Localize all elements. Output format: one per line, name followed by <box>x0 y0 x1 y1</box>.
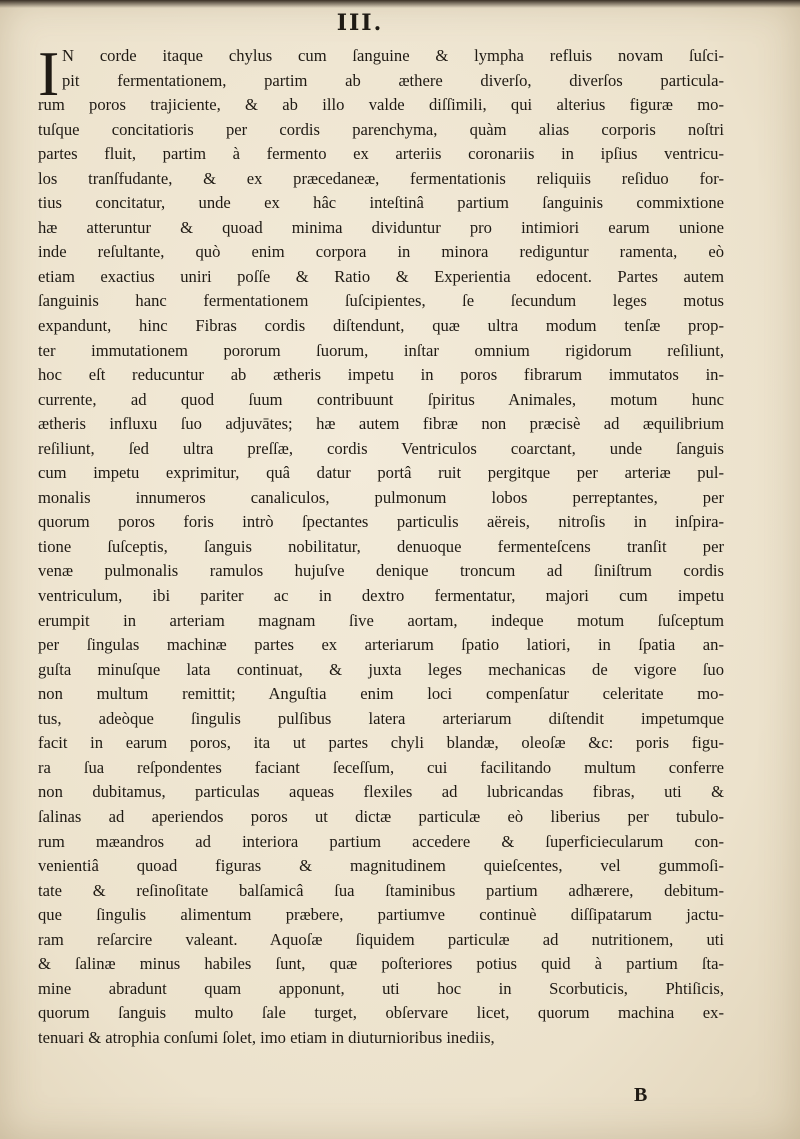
text-line: non multum remittit; Anguſtia enim loci compenſatur celeritate mo- <box>38 684 724 704</box>
text-line: monalis innumeros canaliculos, pulmonum lobos perreptantes, per <box>38 487 724 507</box>
text-line: mine abradunt quam apponunt, uti hoc in Scorbuticis, Phtiſicis, <box>38 978 724 998</box>
text-line: N corde itaque chylus cum ſanguine & lympha refluis novam ſuſci- <box>62 46 724 65</box>
text-line: per ſingulas machinæ partes ex arteriarum ſpatio latiori, in ſpatia an- <box>38 635 724 655</box>
text-line: venæ pulmonalis ramulos hujuſve denique troncum ad ſiniſtrum cordis <box>38 561 724 581</box>
drop-cap: I <box>38 38 60 109</box>
page-number: III. <box>336 10 384 36</box>
text-line: hæ atteruntur & quoad minima dividuntur pro intimiori earum unione <box>38 217 724 237</box>
text-line: que ſingulis alimentum præbere, partiumve continuè diſſipatarum jactu- <box>38 905 724 925</box>
body-text <box>38 38 724 1050</box>
text-line: rum mæandros ad interiora partium accedere & ſuperficiecularum con- <box>38 831 724 851</box>
text-line: ra ſua reſpondentes faciant ſeceſſum, cui facilitando multum conferre <box>38 757 724 777</box>
text-line: currente, ad quod ſuum contribuunt ſpiritus Animales, motum hunc <box>38 389 724 409</box>
text-line: ram reſarcire valeant. Aquoſæ ſiquidem particulæ ad nutritionem, uti <box>38 929 724 949</box>
text-line: expandunt, hinc Fibras cordis diſtendunt, quæ ultra modum tenſæ prop- <box>38 316 724 336</box>
signature-mark: B <box>634 1084 648 1106</box>
page-top-edge <box>0 0 800 8</box>
text-line: reſiliunt, ſed ultra preſſæ, cordis Ventriculos coarctant, unde ſanguis <box>38 438 724 458</box>
text-line: rum poros trajiciente, & ab illo valde diſſimili, qui alterius figuræ mo- <box>38 95 724 115</box>
text-line: non dubitamus, particulas aqueas flexiles ad lubricandas fibras, uti & <box>38 782 724 802</box>
text-line: ventriculum, ibi pariter ac in dextro fermentatur, majori cum impetu <box>38 586 724 606</box>
text-line: pit fermentationem, partim ab æthere diverſo, diverſos particula- <box>62 70 724 90</box>
text-line: venientiâ quoad figuras & magnitudinem quieſcentes, vel gummoſi- <box>38 856 724 876</box>
text-line: tenuari & atrophia conſumi ſolet, imo etiam in diuturnioribus inediis, <box>38 1027 495 1047</box>
text-line: tate & reſinoſitate balſamicâ ſua ſtaminibus partium adhærere, debitum- <box>38 880 724 900</box>
text-line: & ſalinæ minus habiles ſunt, quæ poſteriores potius quid à partium ſta- <box>38 954 724 974</box>
text-line: etiam exactius uniri poſſe & Ratio & Experientia edocent. Partes autem <box>38 266 724 286</box>
text-line: tus, adeòque ſingulis pulſibus latera arteriarum diſtendit impetumque <box>38 708 724 728</box>
text-line: facit in earum poros, ita ut partes chyli blandæ, oleoſæ &c: poris figu- <box>38 733 724 753</box>
text-line: los tranſfudante, & ex præcedaneæ, fermentationis reliquiis reſiduo for- <box>38 168 724 188</box>
text-line: ſalinas ad aperiendos poros ut dictæ particulæ eò liberius per tubulo- <box>38 806 724 826</box>
text-line: erumpit in arteriam magnam ſive aortam, indeque motum ſuſceptum <box>38 610 724 630</box>
text-line: quorum ſanguis multo ſale turget, obſervare licet, quorum machina ex- <box>38 1003 724 1023</box>
text-line: ætheris influxu ſuo adjuvātes; hæ autem fibræ non præcisè ad æquilibrium <box>38 414 724 434</box>
text-line: ter immutationem pororum ſuorum, inſtar omnium rigidorum reſiliunt, <box>38 340 724 360</box>
text-line: hoc eſt reducuntur ab ætheris impetu in poros fibrarum immutatos in- <box>38 365 724 385</box>
text-line: inde reſultante, quò enim corpora in minora rediguntur ramenta, eò <box>38 242 724 262</box>
text-line: partes fluit, partim à fermento ex arteriis coronariis in ipſius ventricu- <box>38 144 724 164</box>
text-line: quorum poros foris intrò ſpectantes particulis aëreis, nitroſis in inſpira- <box>38 512 724 532</box>
text-line: tius concitatur, unde ex hâc inteſtinâ partium ſanguinis commixtione <box>38 193 724 213</box>
text-line: ſanguinis hanc fermentationem ſuſcipientes, ſe ſecundum leges motus <box>38 291 724 311</box>
text-line: tione ſuſceptis, ſanguis nobilitatur, denuoque fermenteſcens tranſit per <box>38 536 724 556</box>
text-line: guſta minuſque lata continuat, & juxta leges mechanicas de vigore ſuo <box>38 659 724 679</box>
text-line: cum impetu exprimitur, quâ datur portâ ruit pergitque per arteriæ pul- <box>38 463 724 483</box>
text-line: tuſque concitatioris per cordis parenchyma, quàm alias corporis noſtri <box>38 119 724 139</box>
